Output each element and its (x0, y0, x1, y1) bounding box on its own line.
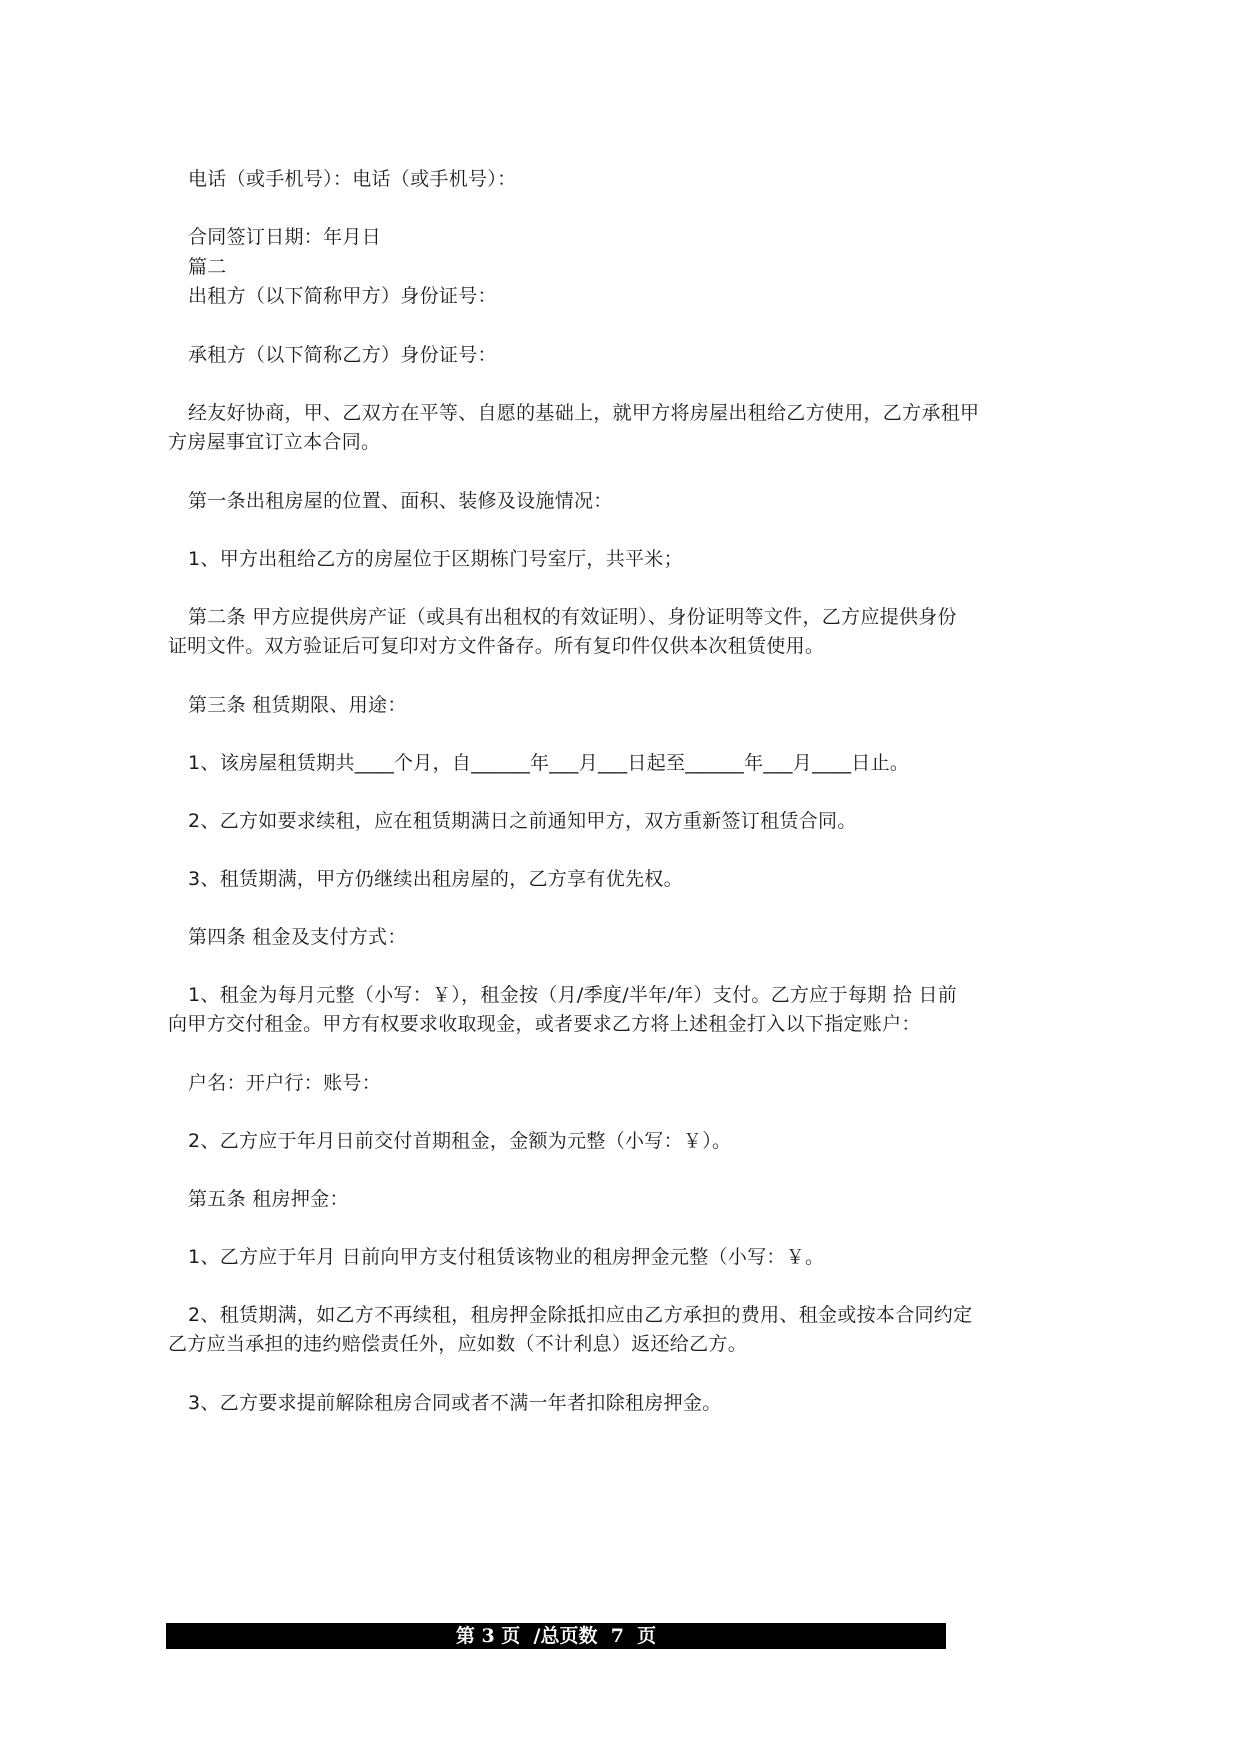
article-3-clause-3: 3、租赁期满，甲方仍继续出租房屋的，乙方享有优先权。 (188, 868, 683, 890)
article-5-clause-1: 1、乙方应于年月 日前向甲方支付租赁该物业的租房押金元整（小写：￥。 (188, 1246, 825, 1268)
article-5-clause-3: 3、乙方要求提前解除租房合同或者不满一年者扣除租房押金。 (188, 1392, 722, 1414)
lessee-id-line: 承租方（以下简称乙方）身份证号： (188, 344, 497, 366)
article-5-heading: 第五条 租房押金： (188, 1188, 349, 1210)
article-4-clause-1-continued: 向甲方交付租金。甲方有权要求收取现金，或者要求乙方将上述租金打入以下指定账户： (168, 1013, 921, 1035)
article-1-heading: 第一条出租房屋的位置、面积、装修及设施情况： (188, 490, 613, 512)
article-1-clause-1: 1、甲方出租给乙方的房屋位于区期栋门号室厅，共平米； (188, 548, 683, 570)
article-3-clause-2: 2、乙方如要求续租，应在租赁期满日之前通知甲方，双方重新签订租赁合同。 (188, 810, 857, 832)
signing-date-line: 合同签订日期：年月日 (188, 226, 382, 248)
article-3-heading: 第三条 租赁期限、用途： (188, 694, 407, 716)
account-info-line: 户名：开户行：账号： (188, 1072, 382, 1094)
article-4-heading: 第四条 租金及支付方式： (188, 926, 407, 948)
page-footer (166, 1623, 946, 1649)
article-5-clause-2-continued: 乙方应当承担的违约赔偿责任外，应如数（不计利息）返还给乙方。 (168, 1333, 748, 1355)
section-heading: 篇二 (188, 256, 227, 278)
article-2-line: 第二条 甲方应提供房产证（或具有出租权的有效证明）、身份证明等文件，乙方应提供身份 (188, 606, 957, 628)
preamble-line: 经友好协商，甲、乙双方在平等、自愿的基础上，就甲方将房屋出租给乙方使用，乙方承租甲 (188, 402, 980, 424)
article-4-clause-2: 2、乙方应于年月日前交付首期租金，金额为元整（小写：￥）。 (188, 1130, 732, 1152)
article-5-clause-2: 2、租赁期满，如乙方不再续租，租房押金除抵扣应由乙方承担的费用、租金或按本合同约定 (188, 1304, 973, 1326)
article-2-line-continued: 证明文件。双方验证后可复印对方文件备存。所有复印件仅供本次租赁使用。 (168, 635, 825, 657)
article-3-clause-1: 1、该房屋租赁期共____个月，自______年___月___日起至______年___月____日止。 (188, 752, 910, 774)
preamble-line-continued: 方房屋事宜订立本合同。 (168, 431, 381, 453)
lessor-id-line: 出租方（以下简称甲方）身份证号： (188, 285, 497, 307)
phone-line: 电话（或手机号）：电话（或手机号）： (188, 168, 517, 190)
article-4-clause-1: 1、租金为每月元整（小写：￥），租金按（月/季度/半年/年）支付。乙方应于每期 拾 日前 (188, 984, 958, 1006)
page-number-label: 第 3 页 /总页数 7 页 (455, 1625, 657, 1647)
